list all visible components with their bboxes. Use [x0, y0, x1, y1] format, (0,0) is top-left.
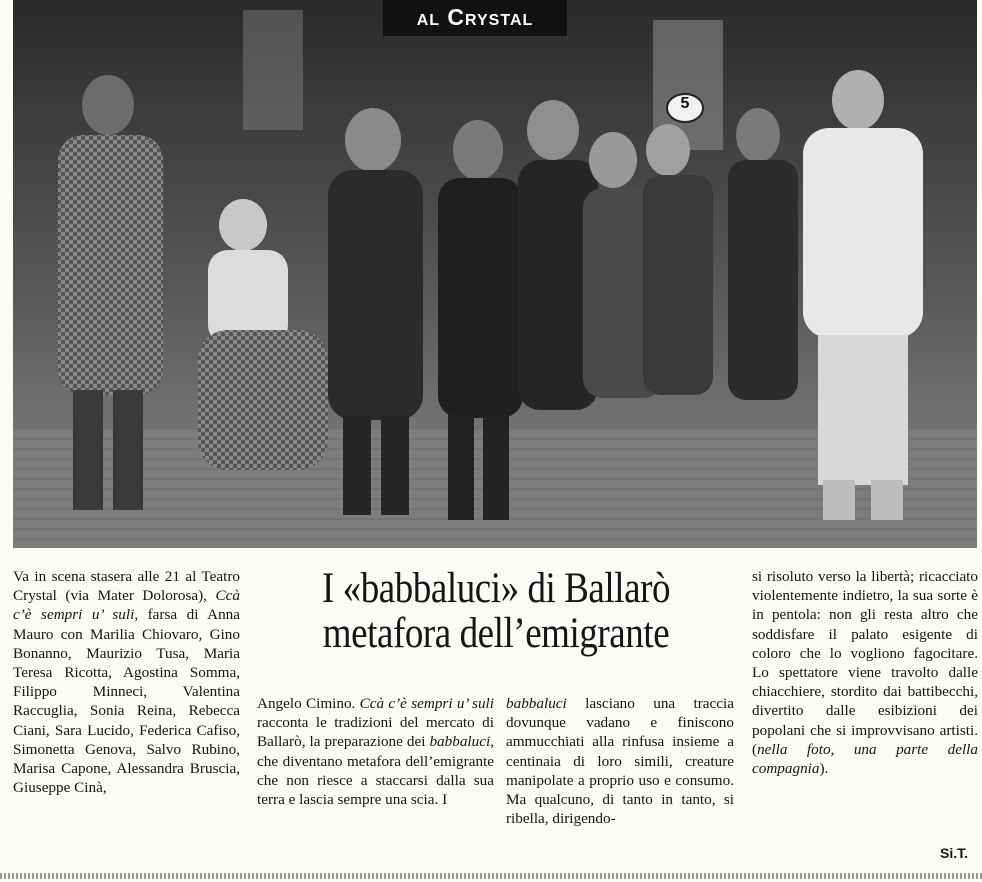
headline-line-1: I «babbaluci» di Ballarò: [321, 565, 671, 612]
column-1-text: [13, 567, 240, 797]
headline-line-2: metafora dell’emigrante: [322, 610, 670, 657]
babbaluci-term: babbaluci: [429, 733, 491, 751]
play-title: Ccà c’è sempri u’ suli: [13, 587, 240, 624]
article-column-4: [752, 567, 978, 778]
text-run: lasciano una traccia dovunque vadano e finiscono ammucchiati alla rinfusa insieme a centinaia di loro simili, creature manipolate a proprio uso e consumo. Ma qualcuno, di tanto in tanto, si ribella, dirigendo-: [506, 695, 734, 828]
article-headline: [286, 566, 706, 656]
text-run: Angelo Cimino.: [257, 695, 360, 712]
photo-badge-number: 5: [680, 95, 690, 112]
section-kicker: al Crystal: [383, 0, 567, 36]
play-title: Ccà c’è sempri u’ suli: [359, 695, 495, 712]
photo-caption: nella foto, una parte della compagnia: [752, 740, 978, 778]
cast-photo-image: [13, 0, 977, 548]
text-run: , che diventano metafora dell’emigrante che non riesce a staccarsi dalla sua terra e lascia sempre una scia. I: [257, 733, 494, 809]
cast-photo: [13, 0, 977, 548]
article-column-1: [13, 567, 240, 797]
column-3-text: [506, 694, 734, 828]
text-run: si risoluto verso la libertà; ricacciato violentemente indietro, la sua sorte è in pentola: non gli resta altro che soddisfare il palato esigente di coloro che lo vogliono fagocitare. Lo spettatore viene travolto dalle chiacchiere, stordito dai battibecchi, divertito dalle esibizioni dei popolani che si improvvisano artisti. (: [752, 568, 978, 758]
column-2-text: [257, 694, 494, 809]
column-4-text: [752, 567, 978, 778]
bottom-divider: [0, 873, 982, 879]
text-run: Va in scena stasera alle 21 al Teatro Crystal (via Mater Dolorosa),: [13, 568, 240, 605]
babbaluci-term: babbaluci: [506, 695, 567, 712]
article-column-3: [506, 694, 734, 828]
article-column-2: [257, 694, 494, 809]
text-run: ).: [819, 760, 829, 778]
author-signature: Si.T.: [939, 845, 968, 861]
text-run: racconta le tradizioni del mercato di Ballarò, la preparazione dei: [257, 714, 494, 751]
text-run: , farsa di Anna Mauro con Marilia Chiovaro, Gino Bonanno, Maurizio Tusa, Maria Teresa Ricotta, Agostina Somma, Filippo Minneci, Valentina Raccuglia, Sonia Reina, Rebecca Ciani, Sara Lucido, Federica Cafiso, Simonetta Genova, Salvo Rubino, Marisa Capone, Alessandra Bruscia, Giuseppe Cinà,: [13, 606, 240, 797]
